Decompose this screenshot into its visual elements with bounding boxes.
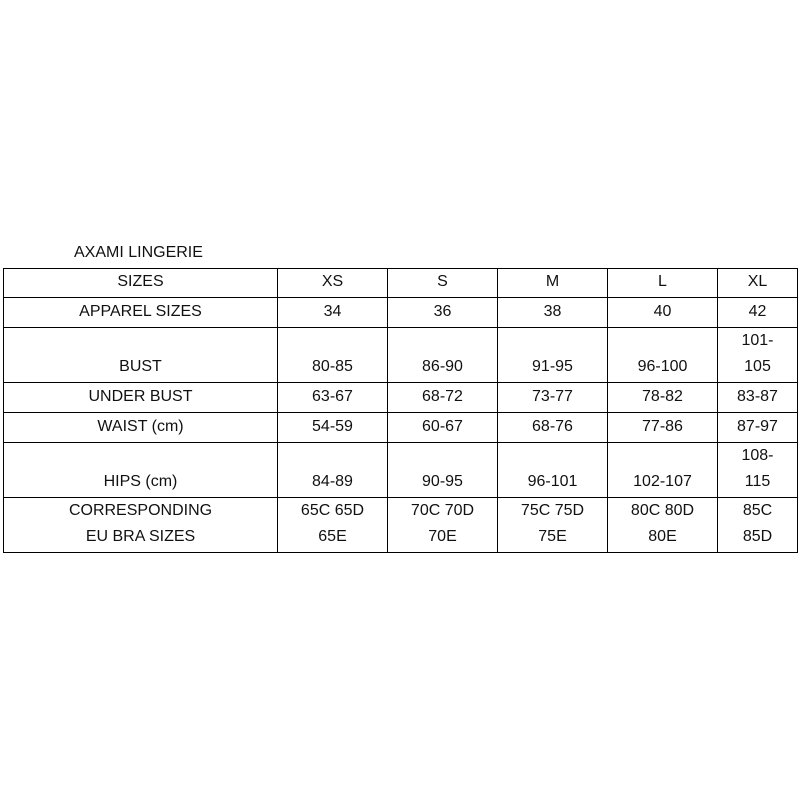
- cell-xs-text: 80-85: [312, 358, 353, 375]
- cell-l-text: L: [658, 273, 667, 290]
- cell-xl: [718, 443, 798, 498]
- row-label: [4, 443, 278, 498]
- cell-xl-text: 108-: [741, 447, 774, 464]
- cell-m-text: 68-76: [532, 418, 573, 435]
- cell-xs: [278, 413, 388, 443]
- cell-l-text: 102-107: [633, 473, 692, 490]
- cell-xl-text: 85C: [742, 502, 773, 519]
- row-sizes: [4, 269, 798, 298]
- cell-xs: [278, 443, 388, 498]
- cell-l: [608, 498, 718, 553]
- row-label-text: BUST: [119, 358, 162, 375]
- cell-m: [498, 298, 608, 328]
- cell-xl-text: 101-: [741, 332, 774, 349]
- cell-l-text: 77-86: [642, 418, 683, 435]
- cell-l: [608, 298, 718, 328]
- cell-l-text: 80C 80D: [630, 502, 695, 519]
- cell-l: [608, 269, 718, 298]
- size-chart-table: [3, 268, 798, 553]
- cell-m-text: M: [545, 273, 560, 290]
- cell-xs: [278, 383, 388, 413]
- cell-m-text: 75C 75D: [520, 502, 585, 519]
- cell-m-text: 38: [543, 303, 562, 320]
- cell-m-text: 91-95: [532, 358, 573, 375]
- cell-s-text: S: [437, 273, 448, 290]
- cell-xl-text: 85D: [742, 528, 773, 545]
- cell-s: [388, 328, 498, 383]
- cell-xl: [718, 498, 798, 553]
- row-label: [4, 298, 278, 328]
- cell-xs-text: 84-89: [312, 473, 353, 490]
- cell-xl: [718, 413, 798, 443]
- cell-m: [498, 443, 608, 498]
- row-bust: [4, 328, 798, 383]
- cell-s-text: 68-72: [422, 388, 463, 405]
- row-hips: [4, 443, 798, 498]
- cell-xs: [278, 298, 388, 328]
- cell-l: [608, 383, 718, 413]
- cell-xl-text: 87-97: [737, 418, 778, 435]
- cell-s: [388, 413, 498, 443]
- cell-s: [388, 269, 498, 298]
- cell-s-text: 70E: [428, 528, 457, 545]
- row-label: [4, 498, 278, 553]
- row-label: [4, 383, 278, 413]
- cell-l-text: 80E: [648, 528, 677, 545]
- cell-l: [608, 413, 718, 443]
- cell-xl-text: 115: [744, 473, 771, 490]
- cell-xl-text: 83-87: [737, 388, 778, 405]
- row-label: [4, 269, 278, 298]
- row-eu-bra-sizes: [4, 498, 798, 553]
- cell-xs-text: 63-67: [312, 388, 353, 405]
- cell-xl-text: XL: [747, 273, 768, 290]
- cell-s-text: 70C 70D: [410, 502, 475, 519]
- cell-s-text: 86-90: [422, 358, 463, 375]
- cell-s: [388, 298, 498, 328]
- cell-m-text: 96-101: [527, 473, 578, 490]
- cell-xs: [278, 328, 388, 383]
- cell-s: [388, 498, 498, 553]
- cell-m-text: 75E: [538, 528, 567, 545]
- row-label-text: SIZES: [117, 273, 164, 290]
- cell-l-text: 78-82: [642, 388, 683, 405]
- cell-xl: [718, 298, 798, 328]
- cell-m: [498, 498, 608, 553]
- cell-xs: [278, 498, 388, 553]
- row-apparel-sizes: [4, 298, 798, 328]
- cell-xs-text: XS: [321, 273, 344, 290]
- row-waist: [4, 413, 798, 443]
- cell-xs-text: 65E: [318, 528, 347, 545]
- row-label: [4, 413, 278, 443]
- cell-xl-text: 105: [744, 358, 771, 375]
- cell-xs: [278, 269, 388, 298]
- cell-s: [388, 443, 498, 498]
- cell-xs-text: 54-59: [312, 418, 353, 435]
- cell-m: [498, 328, 608, 383]
- cell-s: [388, 383, 498, 413]
- cell-s-text: 90-95: [422, 473, 463, 490]
- cell-xs-text: 65C 65D: [300, 502, 365, 519]
- row-label: [4, 328, 278, 383]
- cell-m: [498, 269, 608, 298]
- cell-s-text: 36: [433, 303, 452, 320]
- row-label-text: CORRESPONDING: [68, 502, 213, 519]
- cell-l-text: 96-100: [637, 358, 688, 375]
- row-label-text: UNDER BUST: [88, 388, 193, 405]
- row-label-text: HIPS (cm): [103, 473, 178, 490]
- cell-m: [498, 383, 608, 413]
- row-under-bust: [4, 383, 798, 413]
- cell-s-text: 60-67: [422, 418, 463, 435]
- cell-xl: [718, 383, 798, 413]
- cell-xl: [718, 269, 798, 298]
- cell-m-text: 73-77: [532, 388, 573, 405]
- row-label-text: EU BRA SIZES: [85, 528, 196, 545]
- cell-xs-text: 34: [323, 303, 342, 320]
- document-title: AXAMI LINGERIE: [74, 244, 203, 261]
- row-label-text: APPAREL SIZES: [79, 303, 202, 320]
- cell-l-text: 40: [653, 303, 672, 320]
- cell-xl-text: 42: [748, 303, 767, 320]
- cell-l: [608, 328, 718, 383]
- row-label-text: WAIST (cm): [97, 418, 184, 435]
- cell-xl: [718, 328, 798, 383]
- cell-l: [608, 443, 718, 498]
- cell-m: [498, 413, 608, 443]
